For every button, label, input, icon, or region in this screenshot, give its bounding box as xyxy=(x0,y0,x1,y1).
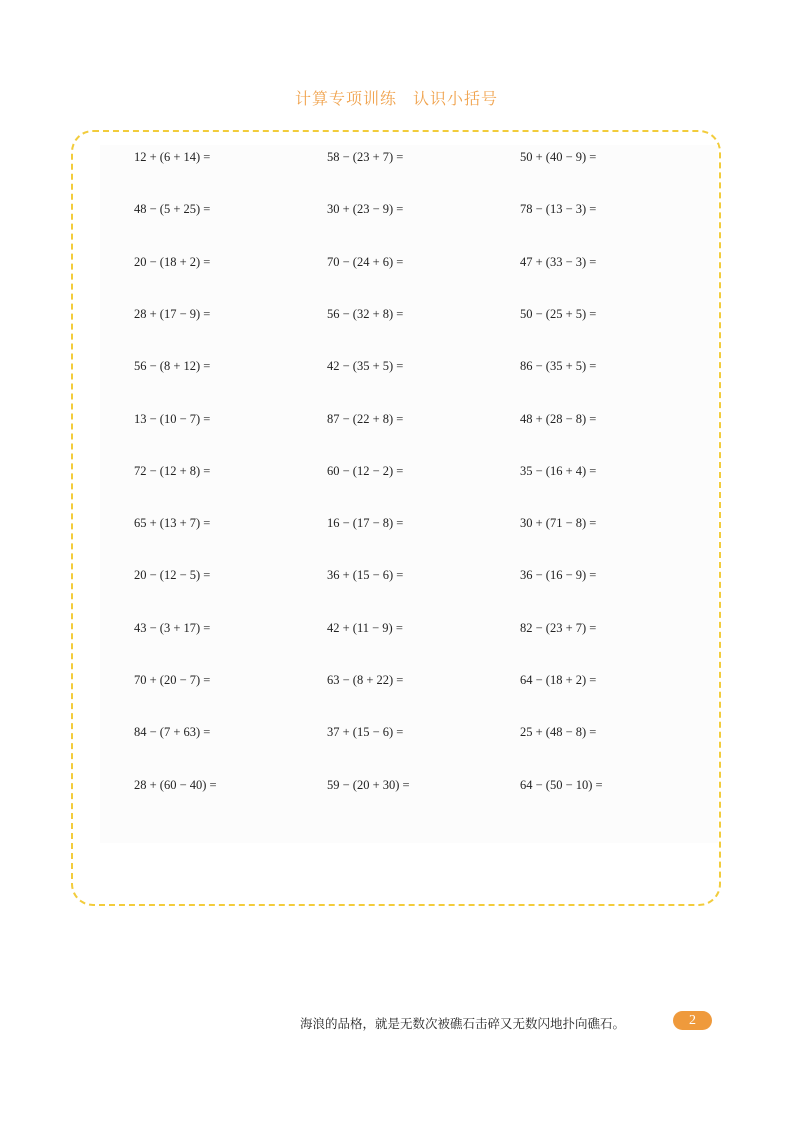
problem: 20 − (18 + 2) = xyxy=(134,254,211,269)
problem: 64 − (50 − 10) = xyxy=(520,777,603,792)
problem: 84 − (7 + 63) = xyxy=(134,725,211,740)
problem: 60 − (12 − 2) = xyxy=(327,463,404,478)
problem: 42 − (35 + 5) = xyxy=(327,359,404,374)
problem-row xyxy=(134,202,654,222)
problem: 82 − (23 + 7) = xyxy=(520,620,597,635)
problem-row xyxy=(134,673,654,693)
problem: 36 − (16 − 9) = xyxy=(520,568,597,583)
problem: 35 − (16 + 4) = xyxy=(520,463,597,478)
page-title xyxy=(0,86,793,109)
problem: 37 + (15 − 6) = xyxy=(327,725,404,740)
problem: 48 − (5 + 25) = xyxy=(134,202,211,217)
problem-row xyxy=(134,568,654,588)
problem: 72 − (12 + 8) = xyxy=(134,463,211,478)
problem: 63 − (8 + 22) = xyxy=(327,673,404,687)
problem-row xyxy=(134,255,654,275)
problem: 36 + (15 − 6) = xyxy=(327,568,404,583)
problem: 70 − (24 + 6) = xyxy=(327,254,404,269)
problem: 42 + (11 − 9) = xyxy=(327,620,403,635)
problem: 65 + (13 + 7) = xyxy=(134,516,211,531)
problem: 50 − (25 + 5) = xyxy=(520,306,597,321)
problem-row xyxy=(134,621,654,641)
problem-row xyxy=(134,778,654,798)
problem-row xyxy=(134,464,654,484)
problem: 20 − (12 − 5) = xyxy=(134,568,211,583)
title-subtopic: 认识小括号 xyxy=(413,89,499,108)
problem: 86 − (35 + 5) = xyxy=(520,359,597,374)
problem: 64 − (18 + 2) = xyxy=(520,673,597,687)
problem: 59 − (20 + 30) = xyxy=(327,777,410,792)
problem: 70 + (20 − 7) = xyxy=(134,673,211,687)
problem: 25 + (48 − 8) = xyxy=(520,725,597,740)
problem: 78 − (13 − 3) = xyxy=(520,202,597,217)
problem: 13 − (10 − 7) = xyxy=(134,411,211,426)
problem: 50 + (40 − 9) = xyxy=(520,150,597,164)
problem: 56 − (32 + 8) = xyxy=(327,306,404,321)
problem: 16 − (17 − 8) = xyxy=(327,516,404,531)
problem: 28 + (60 − 40) = xyxy=(134,777,217,792)
problem: 30 + (23 − 9) = xyxy=(327,202,404,217)
problem: 47 + (33 − 3) = xyxy=(520,254,597,269)
problem-row xyxy=(134,412,654,432)
page-number-badge: 2 xyxy=(673,1011,712,1030)
footer-quote: 海浪的品格，就是无数次被礁石击碎又无数闪地扑向礁石。 xyxy=(300,1016,626,1031)
problem-row xyxy=(134,359,654,379)
problem: 12 + (6 + 14) = xyxy=(134,150,211,164)
problem-row xyxy=(134,150,654,170)
problem: 58 − (23 + 7) = xyxy=(327,150,404,164)
problem: 43 − (3 + 17) = xyxy=(134,620,211,635)
problem: 56 − (8 + 12) = xyxy=(134,359,211,374)
problem: 48 + (28 − 8) = xyxy=(520,411,597,426)
problem-row xyxy=(134,725,654,745)
title-topic: 计算专项训练 xyxy=(294,89,397,108)
problem: 30 + (71 − 8) = xyxy=(520,516,597,531)
problem: 87 − (22 + 8) = xyxy=(327,411,404,426)
problem-row xyxy=(134,307,654,327)
problem-row xyxy=(134,516,654,536)
problem: 28 + (17 − 9) = xyxy=(134,306,211,321)
